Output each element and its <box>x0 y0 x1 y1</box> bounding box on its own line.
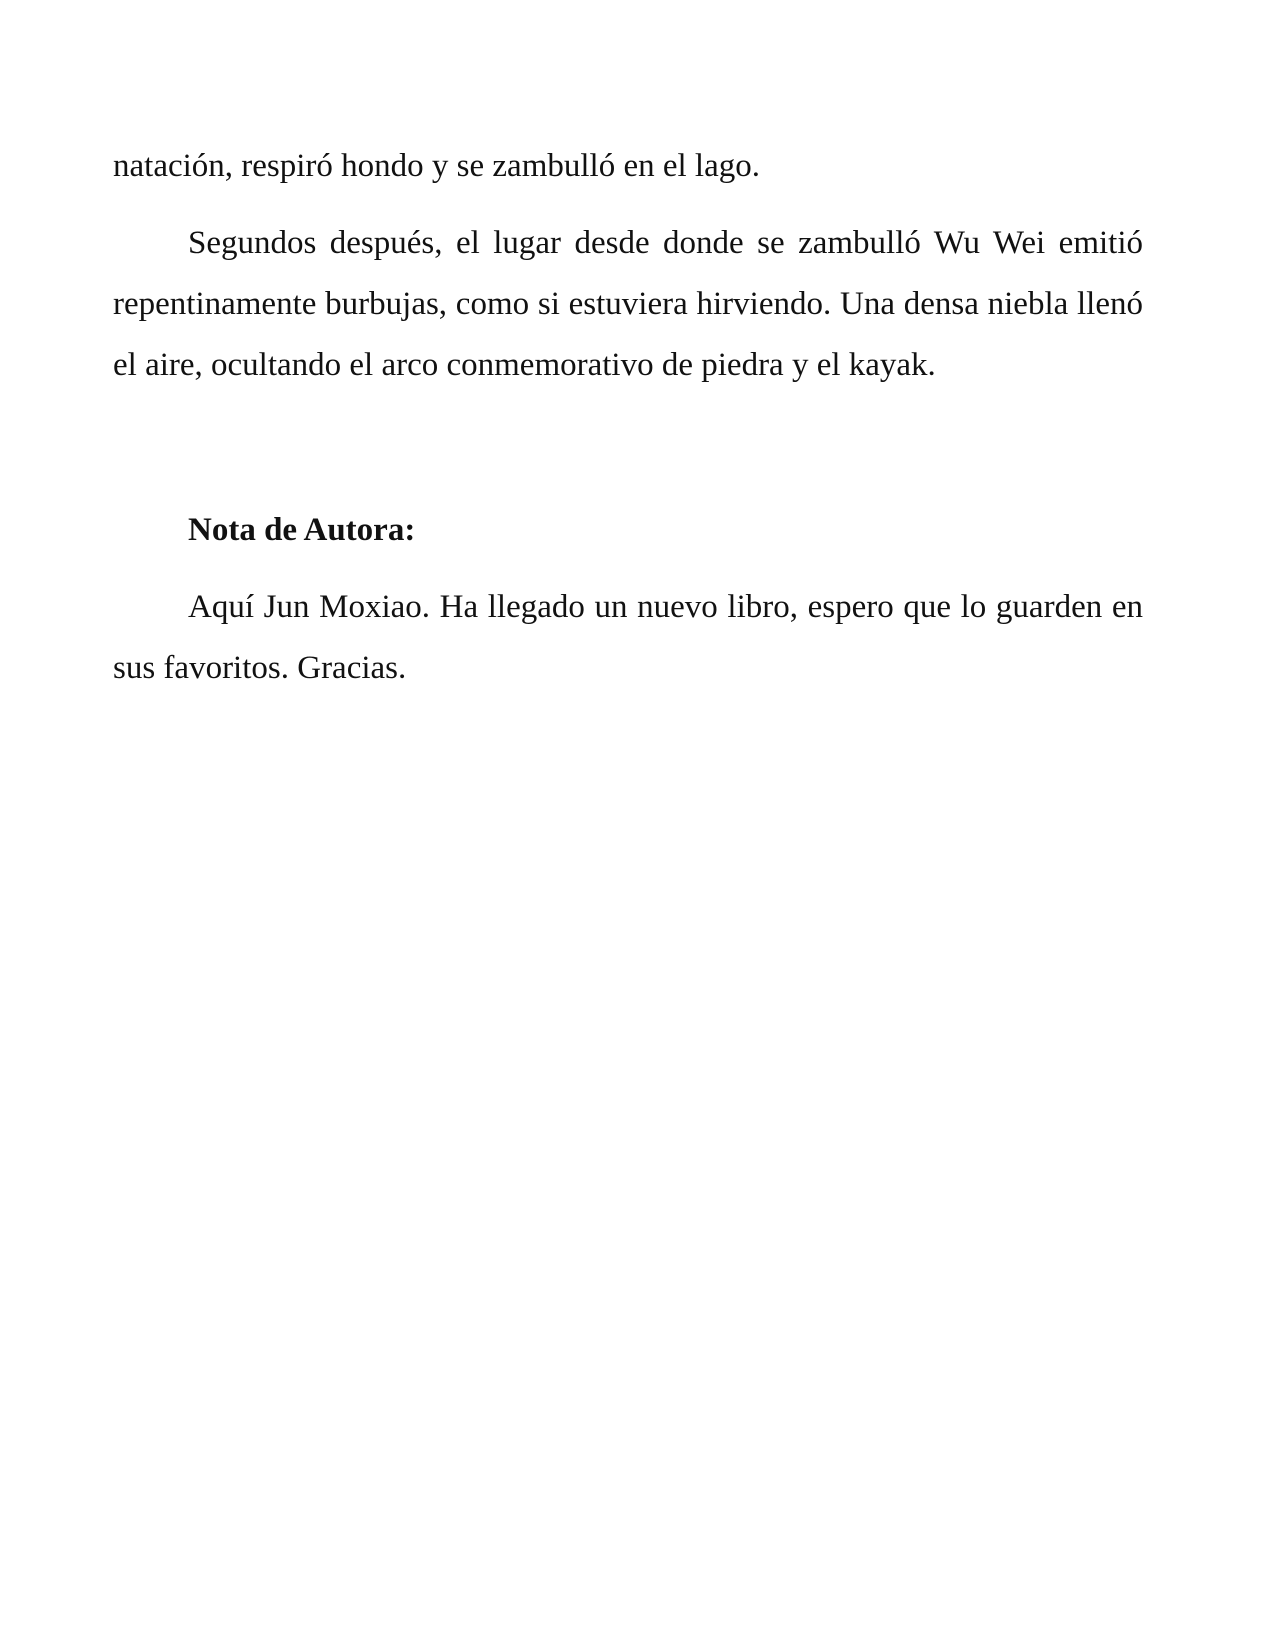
paragraph-continuation: natación, respiró hondo y se zambulló en el lago. <box>113 148 760 184</box>
document-page <box>113 136 1143 699</box>
author-note-body: Aquí Jun Moxiao. Ha llegado un nuevo libro, espero que lo guarden en sus favoritos. Gracias. <box>113 589 1143 686</box>
author-note <box>113 500 1143 699</box>
author-note-heading: Nota de Autora: <box>188 512 416 548</box>
paragraph-body: Segundos después, el lugar desde donde se zambulló Wu Wei emitió repentinamente burbujas, como si estuviera hirviendo. Una densa niebla llenó el aire, ocultando el arco conmemorativo de piedra y el kayak. <box>113 225 1143 383</box>
